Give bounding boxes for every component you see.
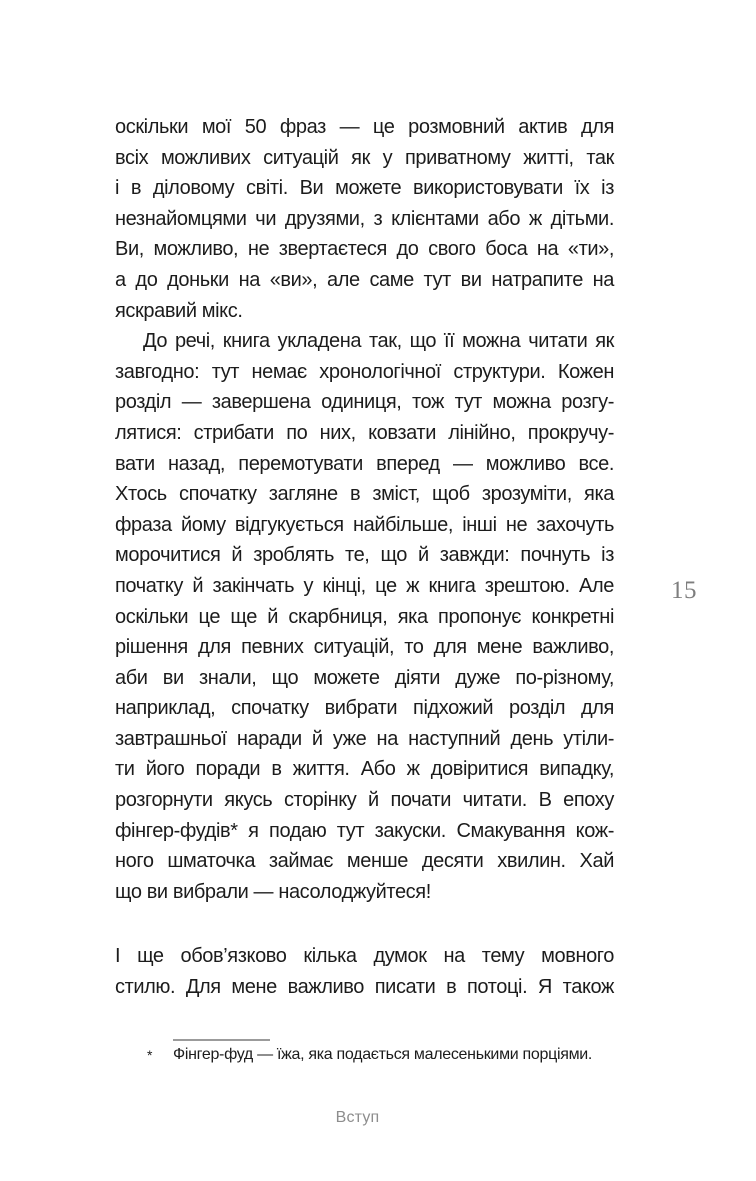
text-line: вати назад, перемотувати вперед — можливо все. <box>115 452 614 475</box>
page-number: 15 <box>671 577 697 604</box>
text-line: завгодно: тут немає хронологічної структури. Кожен <box>115 360 614 383</box>
text-line: Хтось спочатку загляне в зміст, щоб зрозуміти, яка <box>115 483 614 506</box>
text-line: фінгер-фудів* я подаю тут закуски. Смакування кож- <box>115 819 614 842</box>
paragraph-1 <box>115 112 614 326</box>
text-line: морочитися й зроблять те, що й завжди: почнуть із <box>115 544 614 567</box>
text-line: оскільки мої 50 фраз — це розмовний актив для <box>115 116 614 138</box>
footnote-separator-rule <box>173 1039 270 1041</box>
text-line: і в діловому світі. Ви можете використовувати їх із <box>115 177 614 200</box>
text-line: аби ви знали, що можете діяти дуже по-різному, <box>115 666 614 689</box>
body-text <box>115 112 614 1003</box>
text-line: а до доньки на «ви», але саме тут ви натрапите на <box>115 268 614 291</box>
paragraph-2 <box>115 326 614 907</box>
text-line: оскільки це ще й скарбниця, яка пропонує конкретні <box>115 605 614 628</box>
footnote <box>115 1039 614 1065</box>
text-line: розгорнути якусь сторінку й почати читати. В епоху <box>115 789 614 812</box>
footnote-row <box>115 1045 614 1065</box>
text-line: ного шматочка займає менше десяти хвилин. Хай <box>115 850 614 873</box>
footnote-marker: * <box>147 1047 153 1063</box>
text-line: лятися: стрибати по них, ковзати лінійно, прокручу- <box>115 421 614 444</box>
running-footer-section-title: Вступ <box>335 1109 380 1126</box>
text-line: наприклад, спочатку вибрати підхожий розділ для <box>115 697 614 720</box>
text-line: ти його поради в життя. Або ж довіритися випадку, <box>115 758 614 781</box>
text-line: всіх можливих ситуацій як у приватному житті, так <box>115 146 614 169</box>
paragraph-3 <box>115 941 614 1002</box>
text-line: До речі, книга укладена так, що її можна читати як <box>143 330 614 353</box>
text-line: початку й закінчать у кінці, це ж книга зрештою. Але <box>115 574 614 597</box>
text-line: розділ — завершена одиниця, тож тут можна розгу- <box>115 391 614 414</box>
text-line: Ви, можливо, не звертаєтеся до свого боса на «ти», <box>115 238 614 261</box>
text-line: стилю. Для мене важливо писати в потоці. Я також <box>115 976 614 999</box>
text-line: завтрашньої наради й уже на наступний день утіли- <box>115 727 614 750</box>
text-line: фраза йому відгукується найбільше, інші не захочуть <box>115 513 614 536</box>
text-line: незнайомцями чи друзями, з клієнтами або ж дітьми. <box>115 207 614 230</box>
footnote-text: Фінгер-фуд — їжа, яка подається малесенькими порціями. <box>173 1046 593 1063</box>
text-line: яскравий мікс. <box>115 299 243 322</box>
text-line: що ви вибрали — насолоджуйтеся! <box>115 880 431 903</box>
text-line: І ще обов’язково кілька думок на тему мовного <box>115 945 614 968</box>
text-line: рішення для певних ситуацій, то для мене важливо, <box>115 636 614 659</box>
